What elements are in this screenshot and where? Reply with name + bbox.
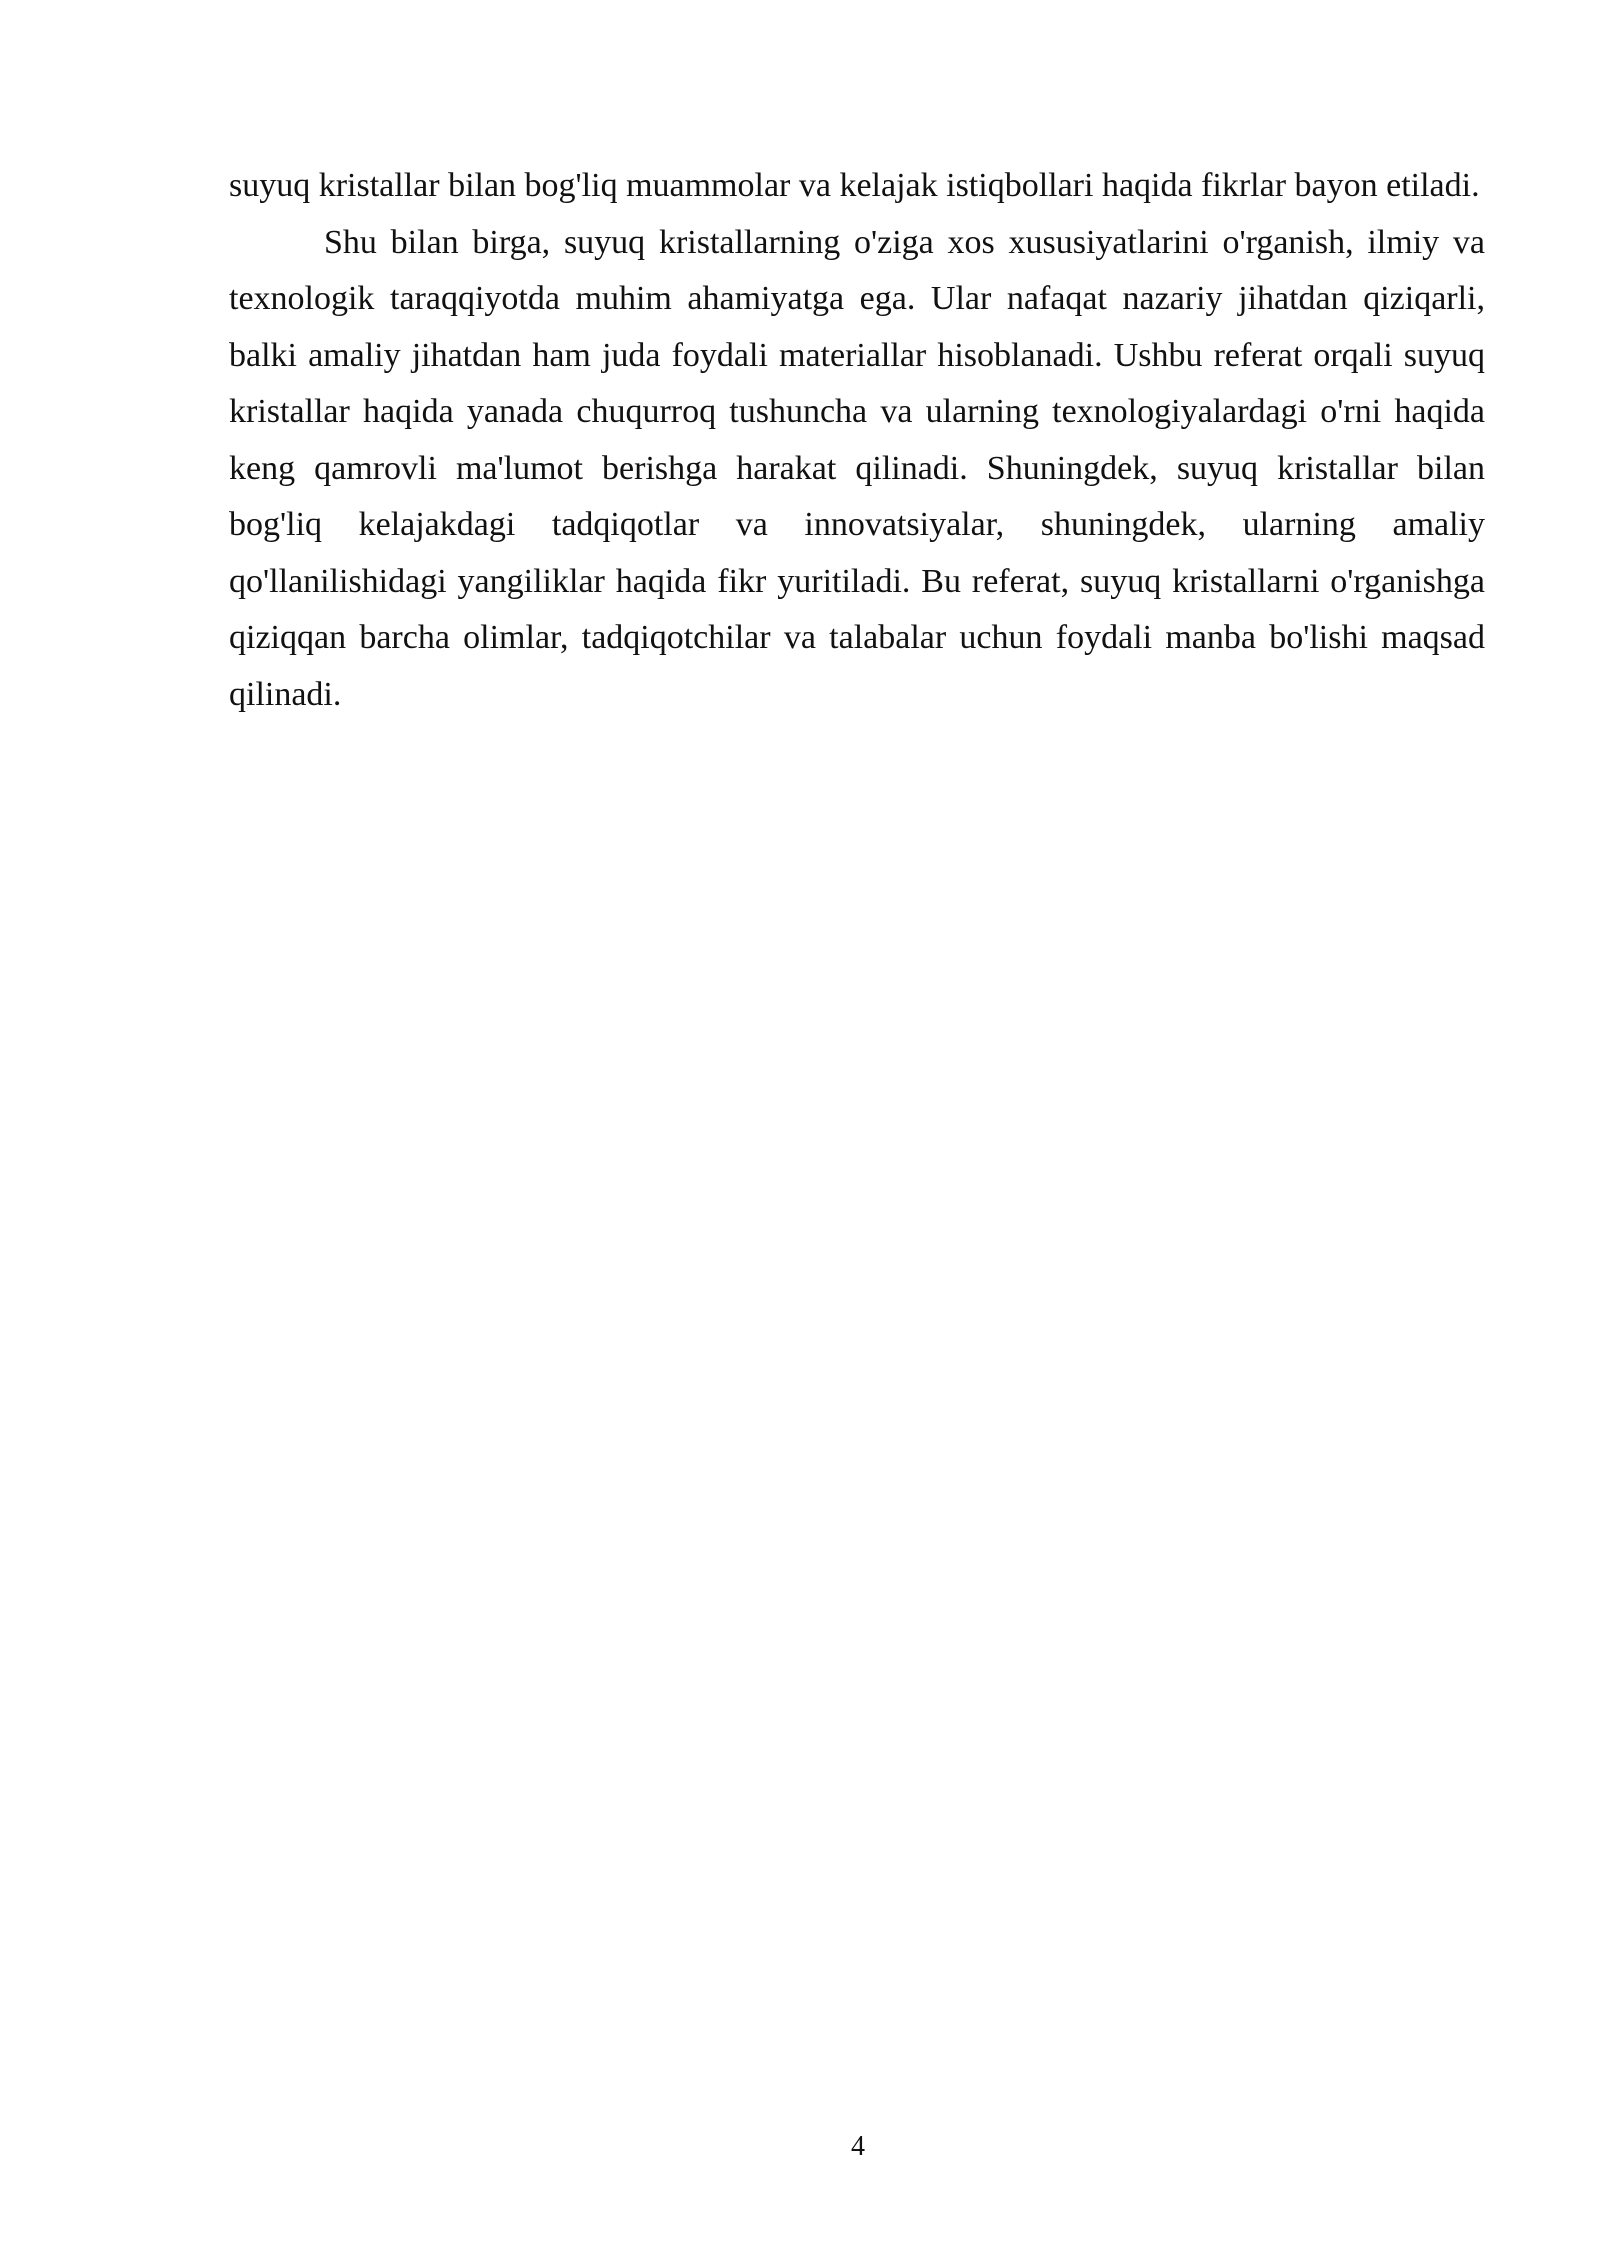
body-text (229, 158, 1485, 723)
page-number: 4 (851, 2131, 865, 2162)
paragraph-continuation: suyuq kristallar bilan bog'liq muammolar va kelajak istiqbollari haqida fikrlar bayon etiladi. (229, 167, 1480, 204)
paragraph-main: Shu bilan birga, suyuq kristallarning o'ziga xos xususiyatlarini o'rganish, ilmiy va texnologik taraqqiyotda muhim ahamiyatga ega. Ular nafaqat nazariy jihatdan qiziqarli, balki amaliy jihatdan ham juda foydali materiallar hisoblanadi. Ushbu referat orqali suyuq kristallar haqida yanada chuqurroq tushuncha va ularning texnologiyalardagi o'rni haqida keng qamrovli ma'lumot berishga harakat qilinadi. Shuningdek, suyuq kristallar bilan bog'liq kelajakdagi tadqiqotlar va innovatsiyalar, shuningdek, ularning amaliy qo'llanilishidagi yangiliklar haqida fikr yuritiladi. Bu referat, suyuq kristallarni o'rganishga qiziqqan barcha olimlar, tadqiqotchilar va talabalar uchun foydali manba bo'lishi maqsad qilinadi. (229, 223, 1485, 713)
